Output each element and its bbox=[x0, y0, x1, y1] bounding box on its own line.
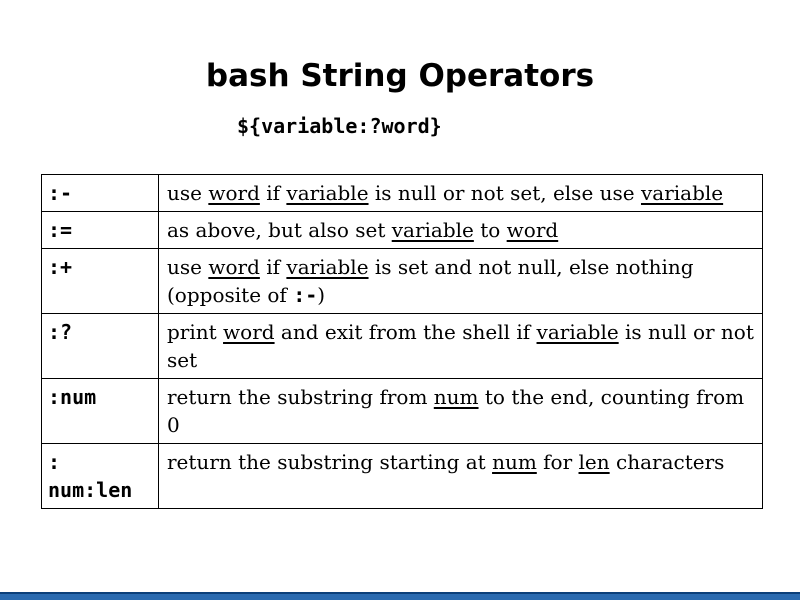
description-text: print bbox=[167, 320, 224, 344]
description-text: use bbox=[167, 255, 209, 279]
operator-symbol: :+ bbox=[42, 249, 159, 314]
description-text: if bbox=[259, 181, 287, 205]
underlined-term: num bbox=[433, 385, 479, 409]
operator-symbol: :? bbox=[42, 314, 159, 379]
operator-description bbox=[159, 175, 763, 212]
description-text: to bbox=[473, 218, 507, 242]
operators-table-body bbox=[42, 175, 763, 509]
operator-symbol: := bbox=[42, 212, 159, 249]
underlined-term: word bbox=[208, 255, 260, 279]
description-text: ) bbox=[317, 283, 326, 307]
underlined-term: variable bbox=[536, 320, 619, 344]
operator-description bbox=[159, 314, 763, 379]
operator-symbol: :- bbox=[42, 175, 159, 212]
operator-symbol: : num:len bbox=[42, 444, 159, 509]
footer-bar bbox=[0, 592, 800, 600]
operator-description bbox=[159, 444, 763, 509]
slide-title: bash String Operators bbox=[205, 58, 595, 94]
operator-row bbox=[42, 175, 763, 212]
underlined-term: len bbox=[578, 450, 610, 474]
operator-row bbox=[42, 249, 763, 314]
description-text: if bbox=[259, 255, 287, 279]
operators-table bbox=[41, 174, 763, 509]
description-text: as above, but also set bbox=[167, 218, 392, 242]
description-text: and exit from the shell if bbox=[274, 320, 537, 344]
description-text: is null or not set, else use bbox=[368, 181, 641, 205]
underlined-term: variable bbox=[391, 218, 474, 242]
slide-subtitle: ${variable:?word} bbox=[237, 114, 442, 138]
operator-row bbox=[42, 379, 763, 444]
description-text: is set and not null, else nothing (opposite of bbox=[167, 255, 694, 307]
underlined-term: num bbox=[492, 450, 537, 474]
operator-row bbox=[42, 444, 763, 509]
description-text: return the substring from bbox=[167, 385, 434, 409]
operator-symbol: :num bbox=[42, 379, 159, 444]
description-text: use bbox=[167, 181, 209, 205]
description-text: to the end, counting from 0 bbox=[167, 385, 745, 437]
underlined-term: variable bbox=[640, 181, 724, 205]
operator-description bbox=[159, 249, 763, 314]
underlined-term: variable bbox=[286, 181, 369, 205]
underlined-term: word bbox=[208, 181, 260, 205]
underlined-term: word bbox=[506, 218, 559, 242]
description-text: for bbox=[536, 450, 579, 474]
underlined-term: variable bbox=[286, 255, 369, 279]
description-text: return the substring starting at bbox=[167, 450, 493, 474]
operator-description bbox=[159, 379, 763, 444]
description-text: characters bbox=[609, 450, 725, 474]
underlined-term: word bbox=[223, 320, 275, 344]
operator-row bbox=[42, 314, 763, 379]
operator-description bbox=[159, 212, 763, 249]
description-text: is null or not set bbox=[167, 320, 754, 372]
operator-row bbox=[42, 212, 763, 249]
inline-code: :- bbox=[293, 283, 318, 307]
